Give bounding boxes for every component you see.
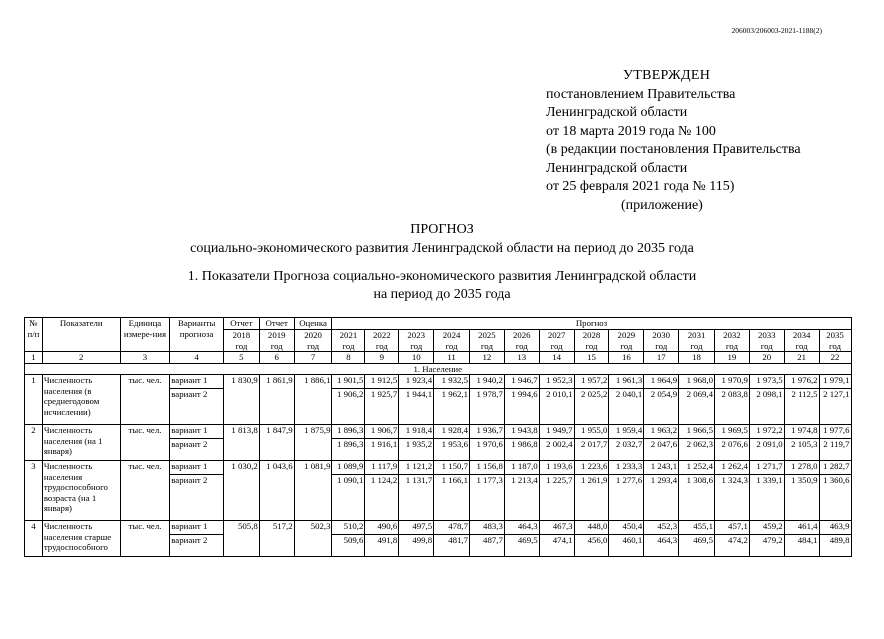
value-cell: 1 906,7 <box>365 425 399 439</box>
value-cell: 1 243,1 <box>644 461 679 475</box>
unit-cell: тыс. чел. <box>120 375 170 425</box>
approval-line: постановлением Правительства <box>546 86 736 102</box>
value-cell: 1 043,6 <box>259 461 294 521</box>
value-cell: 467,3 <box>539 521 574 535</box>
value-cell: 474,2 <box>714 535 749 557</box>
unit-cell: тыс. чел. <box>120 461 170 521</box>
approval-line: (в редакции постановления Правительства <box>546 142 801 157</box>
row-number: 4 <box>25 521 43 557</box>
value-cell: 1 282,7 <box>819 461 851 475</box>
value-cell: 1 339,1 <box>749 475 784 521</box>
year-header: 2022 год <box>365 330 399 352</box>
year-header: 2028 год <box>574 330 609 352</box>
value-cell: 1 350,9 <box>784 475 819 521</box>
value-cell: 1 935,2 <box>399 439 434 461</box>
value-cell: 469,5 <box>504 535 539 557</box>
column-number: 3 <box>120 352 170 364</box>
value-cell: 481,7 <box>434 535 470 557</box>
column-number: 18 <box>679 352 715 364</box>
value-cell: 1 261,9 <box>574 475 609 521</box>
value-cell: 1 193,6 <box>539 461 574 475</box>
value-cell: 1 952,3 <box>539 375 574 389</box>
column-number: 16 <box>609 352 644 364</box>
value-cell: 1 360,6 <box>819 475 851 521</box>
value-cell: 464,3 <box>504 521 539 535</box>
column-number: 8 <box>332 352 365 364</box>
value-cell: 1 916,1 <box>365 439 399 461</box>
value-cell: 1 923,4 <box>399 375 434 389</box>
header-num: № п/п <box>25 318 43 352</box>
value-cell: 1 979,1 <box>819 375 851 389</box>
value-cell: 1 949,7 <box>539 425 574 439</box>
year-header: 2021 год <box>332 330 365 352</box>
column-number: 19 <box>714 352 749 364</box>
approval-line: от 18 марта 2019 года № 100 <box>546 123 716 139</box>
value-cell: 1 278,0 <box>784 461 819 475</box>
value-cell: 2 010,1 <box>539 389 574 425</box>
header-report: Отчет <box>223 318 259 330</box>
value-cell: 489,8 <box>819 535 851 557</box>
column-number: 17 <box>644 352 679 364</box>
value-cell: 517,2 <box>259 521 294 557</box>
variant-label: вариант 1 <box>170 425 224 439</box>
unit-cell: тыс. чел. <box>120 425 170 461</box>
value-cell: 1 966,5 <box>679 425 715 439</box>
value-cell: 2 040,1 <box>609 389 644 425</box>
value-cell: 2 127,1 <box>819 389 851 425</box>
value-cell: 1 271,7 <box>749 461 784 475</box>
value-cell: 1 277,6 <box>609 475 644 521</box>
column-number: 6 <box>259 352 294 364</box>
value-cell: 459,2 <box>749 521 784 535</box>
value-cell: 2 047,6 <box>644 439 679 461</box>
approval-line: от 25 февраля 2021 года № 115) <box>546 179 735 194</box>
value-cell: 509,6 <box>332 535 365 557</box>
value-cell: 1 994,6 <box>504 389 539 425</box>
value-cell: 1 977,6 <box>819 425 851 439</box>
year-header: 2023 год <box>399 330 434 352</box>
approval-line: Ленинградской области <box>546 105 688 120</box>
value-cell: 1 213,4 <box>504 475 539 521</box>
column-number: 13 <box>504 352 539 364</box>
value-cell: 1 963,2 <box>644 425 679 439</box>
document-subtitle: социально-экономического развития Ленинградской области на период до 2035 года <box>190 241 694 256</box>
header-indicator: Показатели <box>42 318 120 352</box>
value-cell: 483,3 <box>469 521 504 535</box>
year-header: 2029 год <box>609 330 644 352</box>
value-cell: 1 925,7 <box>365 389 399 425</box>
value-cell: 1 166,1 <box>434 475 470 521</box>
value-cell: 2 017,7 <box>574 439 609 461</box>
table-row <box>25 521 884 535</box>
value-cell: 490,6 <box>365 521 399 535</box>
year-header: 2030 год <box>644 330 679 352</box>
value-cell: 1 912,5 <box>365 375 399 389</box>
section-title-line1: 1. Показатели Прогноза социально-экономического развития Ленинградской области <box>187 269 697 284</box>
value-cell: 1 156,8 <box>469 461 504 475</box>
value-cell: 1 090,1 <box>332 475 365 521</box>
value-cell: 1 223,6 <box>574 461 609 475</box>
value-cell: 1 928,4 <box>434 425 470 439</box>
value-cell: 1 943,8 <box>504 425 539 439</box>
value-cell: 2 054,9 <box>644 389 679 425</box>
value-cell: 1 918,4 <box>399 425 434 439</box>
year-header: 2033 год <box>749 330 784 352</box>
value-cell: 2 076,6 <box>714 439 749 461</box>
value-cell: 1 225,7 <box>539 475 574 521</box>
value-cell: 1 936,7 <box>469 425 504 439</box>
document-title: ПРОГНОЗ <box>410 222 474 237</box>
header-variant: Варианты прогноза <box>170 318 224 352</box>
value-cell: 450,4 <box>609 521 644 535</box>
value-cell: 497,5 <box>399 521 434 535</box>
value-cell: 1 150,7 <box>434 461 470 475</box>
row-number: 3 <box>25 461 43 521</box>
column-number: 22 <box>819 352 851 364</box>
value-cell: 1 187,0 <box>504 461 539 475</box>
value-cell: 1 896,3 <box>332 425 365 439</box>
year-header: 2035 год <box>819 330 851 352</box>
column-number: 21 <box>784 352 819 364</box>
value-cell: 1 970,6 <box>469 439 504 461</box>
column-number: 20 <box>749 352 784 364</box>
column-number: 12 <box>469 352 504 364</box>
variant-label: вариант 2 <box>170 439 224 461</box>
value-cell: 479,2 <box>749 535 784 557</box>
value-cell: 1 830,9 <box>223 375 259 425</box>
value-cell: 1 124,2 <box>365 475 399 521</box>
variant-label: вариант 2 <box>170 535 224 557</box>
header-unit: Единица измере-ния <box>120 318 170 352</box>
value-cell: 1 946,7 <box>504 375 539 389</box>
approval-block <box>546 67 801 215</box>
value-cell: 448,0 <box>574 521 609 535</box>
column-number: 2 <box>42 352 120 364</box>
value-cell: 1 962,1 <box>434 389 470 425</box>
value-cell: 1 813,8 <box>223 425 259 461</box>
value-cell: 2 083,8 <box>714 389 749 425</box>
value-cell: 1 308,6 <box>679 475 715 521</box>
year-header: 2031 год <box>679 330 715 352</box>
table-row <box>25 461 884 475</box>
value-cell: 1 121,2 <box>399 461 434 475</box>
value-cell: 1 961,3 <box>609 375 644 389</box>
value-cell: 502,3 <box>294 521 332 557</box>
value-cell: 1 973,5 <box>749 375 784 389</box>
value-cell: 460,1 <box>609 535 644 557</box>
value-cell: 1 953,6 <box>434 439 470 461</box>
value-cell: 487,7 <box>469 535 504 557</box>
value-cell: 2 119,7 <box>819 439 851 461</box>
value-cell: 2 002,4 <box>539 439 574 461</box>
unit-cell: тыс. чел. <box>120 521 170 557</box>
year-header: 2032 год <box>714 330 749 352</box>
value-cell: 1 944,1 <box>399 389 434 425</box>
value-cell: 1 081,9 <box>294 461 332 521</box>
value-cell: 1 906,2 <box>332 389 365 425</box>
value-cell: 452,3 <box>644 521 679 535</box>
value-cell: 510,2 <box>332 521 365 535</box>
column-number: 7 <box>294 352 332 364</box>
value-cell: 464,3 <box>644 535 679 557</box>
indicator-name: Численность населения (на 1 января) <box>42 425 120 461</box>
value-cell: 1 932,5 <box>434 375 470 389</box>
table-row <box>25 375 884 389</box>
value-cell: 1 875,9 <box>294 425 332 461</box>
value-cell: 2 069,4 <box>679 389 715 425</box>
variant-label: вариант 1 <box>170 521 224 535</box>
row-number: 2 <box>25 425 43 461</box>
header-report: Отчет <box>259 318 294 330</box>
value-cell: 1 976,2 <box>784 375 819 389</box>
header-forecast: Прогноз <box>332 318 851 330</box>
value-cell: 474,1 <box>539 535 574 557</box>
value-cell: 1 177,3 <box>469 475 504 521</box>
column-number: 4 <box>170 352 224 364</box>
value-cell: 463,9 <box>819 521 851 535</box>
value-cell: 1 986,8 <box>504 439 539 461</box>
value-cell: 1 970,9 <box>714 375 749 389</box>
value-cell: 469,5 <box>679 535 715 557</box>
variant-label: вариант 2 <box>170 389 224 425</box>
indicator-name: Численность населения (в среднегодовом исчислении) <box>42 375 120 425</box>
value-cell: 1 089,9 <box>332 461 365 475</box>
value-cell: 491,8 <box>365 535 399 557</box>
year-header: 2025 год <box>469 330 504 352</box>
value-cell: 2 032,7 <box>609 439 644 461</box>
column-number: 11 <box>434 352 470 364</box>
value-cell: 1 974,8 <box>784 425 819 439</box>
indicator-name: Численность населения старше трудоспособного <box>42 521 120 557</box>
variant-label: вариант 1 <box>170 461 224 475</box>
row-number: 1 <box>25 375 43 425</box>
approval-tail: (приложение) <box>621 197 703 213</box>
value-cell: 1 847,9 <box>259 425 294 461</box>
value-cell: 499,8 <box>399 535 434 557</box>
value-cell: 1 861,9 <box>259 375 294 425</box>
header-estimate: Оценка <box>294 318 332 330</box>
table-row <box>25 425 884 439</box>
year-header: 2027 год <box>539 330 574 352</box>
column-number: 10 <box>399 352 434 364</box>
year-header: 2019 год <box>259 330 294 352</box>
value-cell: 1 968,0 <box>679 375 715 389</box>
value-cell: 1 262,4 <box>714 461 749 475</box>
value-cell: 484,1 <box>784 535 819 557</box>
column-number: 15 <box>574 352 609 364</box>
value-cell: 1 955,0 <box>574 425 609 439</box>
value-cell: 478,7 <box>434 521 470 535</box>
year-header: 2020 год <box>294 330 332 352</box>
value-cell: 1 293,4 <box>644 475 679 521</box>
value-cell: 2 062,3 <box>679 439 715 461</box>
value-cell: 2 098,1 <box>749 389 784 425</box>
section-heading: 1. Население <box>25 363 852 375</box>
value-cell: 1 233,3 <box>609 461 644 475</box>
value-cell: 455,1 <box>679 521 715 535</box>
value-cell: 456,0 <box>574 535 609 557</box>
value-cell: 2 105,3 <box>784 439 819 461</box>
value-cell: 1 131,7 <box>399 475 434 521</box>
year-header: 2018 год <box>223 330 259 352</box>
value-cell: 1 957,2 <box>574 375 609 389</box>
value-cell: 1 940,2 <box>469 375 504 389</box>
value-cell: 461,4 <box>784 521 819 535</box>
value-cell: 2 025,2 <box>574 389 609 425</box>
column-number: 1 <box>25 352 43 364</box>
value-cell: 1 252,4 <box>679 461 715 475</box>
value-cell: 2 112,5 <box>784 389 819 425</box>
column-number: 14 <box>539 352 574 364</box>
value-cell: 1 896,3 <box>332 439 365 461</box>
document-number: 206003/206003-2021-1188(2) <box>731 26 822 35</box>
column-number: 9 <box>365 352 399 364</box>
forecast-table <box>24 317 884 557</box>
value-cell: 1 886,1 <box>294 375 332 425</box>
value-cell: 1 959,4 <box>609 425 644 439</box>
indicator-name: Численность населения трудоспособного возраста (на 1 января) <box>42 461 120 521</box>
year-header: 2026 год <box>504 330 539 352</box>
value-cell: 1 978,7 <box>469 389 504 425</box>
year-header: 2034 год <box>784 330 819 352</box>
approval-line: Ленинградской области <box>546 160 688 176</box>
value-cell: 1 324,3 <box>714 475 749 521</box>
section-title-line2: на период до 2035 года <box>373 287 511 302</box>
value-cell: 2 091,0 <box>749 439 784 461</box>
approval-head: УТВЕРЖДЕН <box>623 68 711 83</box>
value-cell: 457,1 <box>714 521 749 535</box>
value-cell: 505,8 <box>223 521 259 557</box>
year-header: 2024 год <box>434 330 470 352</box>
value-cell: 1 964,9 <box>644 375 679 389</box>
value-cell: 1 117,9 <box>365 461 399 475</box>
variant-label: вариант 1 <box>170 375 224 389</box>
value-cell: 1 030,2 <box>223 461 259 521</box>
variant-label: вариант 2 <box>170 475 224 521</box>
value-cell: 1 972,2 <box>749 425 784 439</box>
value-cell: 1 969,5 <box>714 425 749 439</box>
column-number: 5 <box>223 352 259 364</box>
value-cell: 1 901,5 <box>332 375 365 389</box>
